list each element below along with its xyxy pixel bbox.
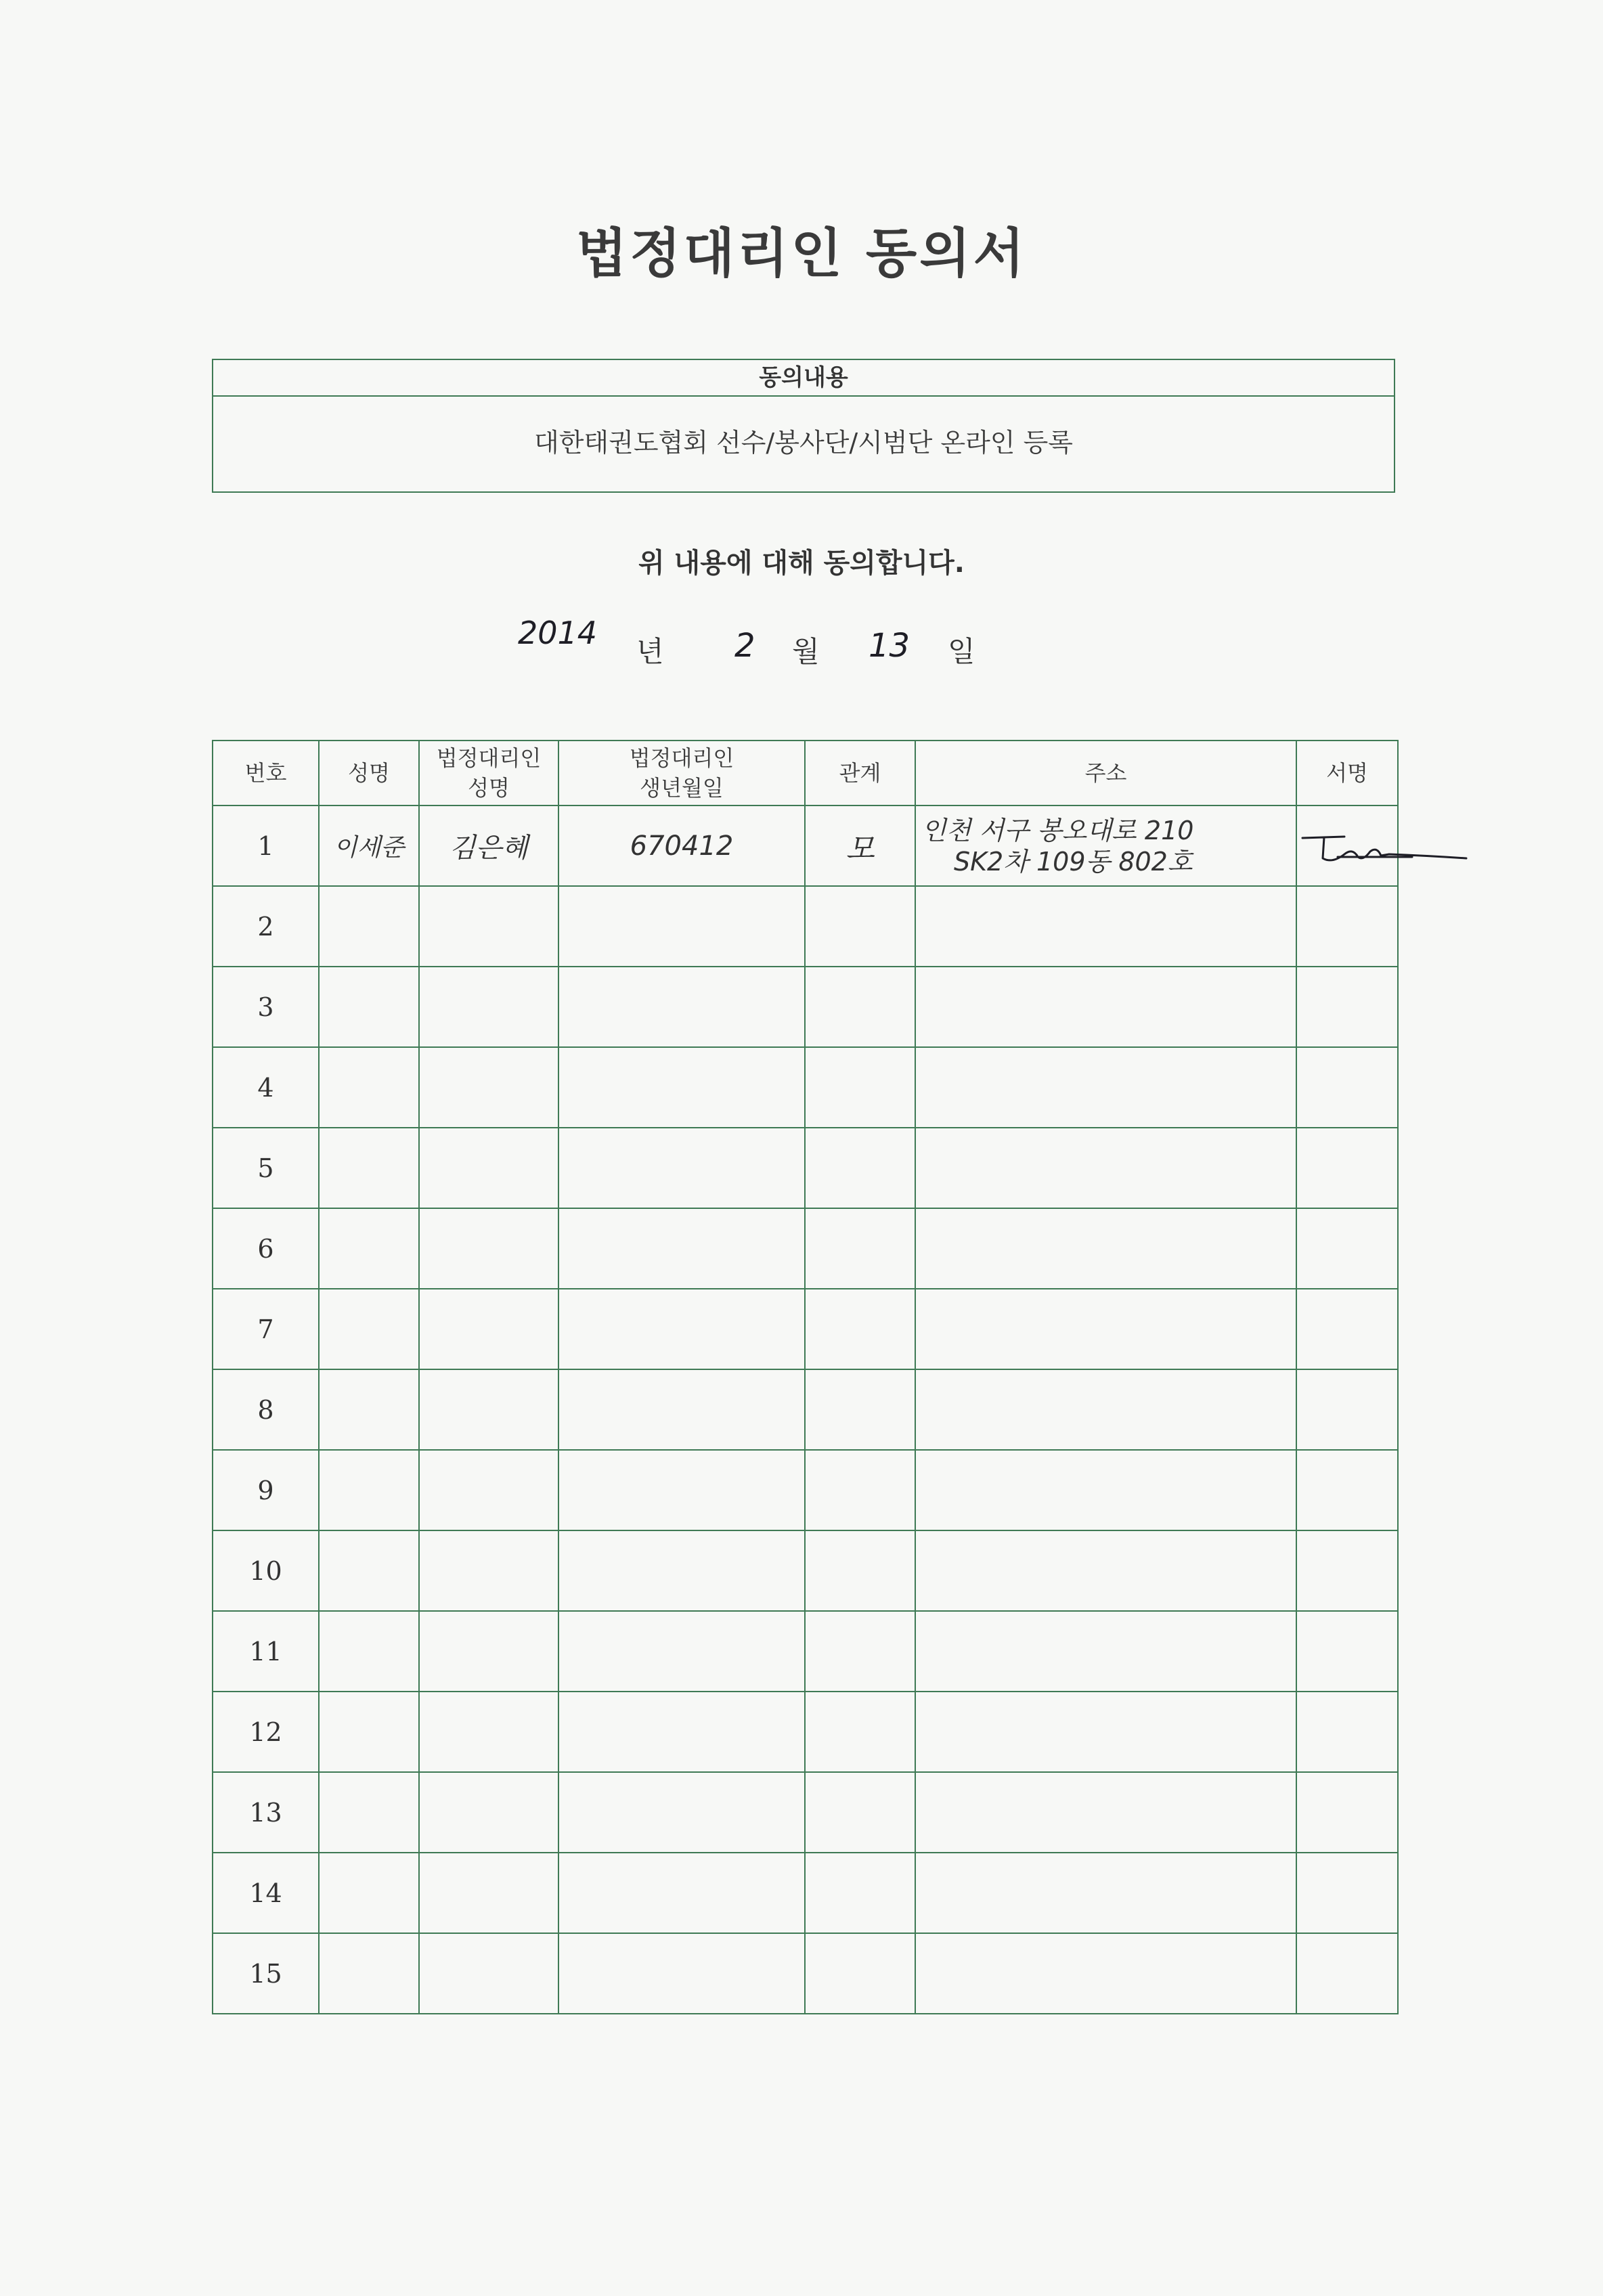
student-name: 이세준 [319, 805, 419, 886]
guardian-birthdate: 670412 [558, 805, 805, 886]
table-row [213, 805, 1398, 886]
handwritten-signature [1297, 819, 1399, 873]
address-line-2: SK2차 109동 802호 [954, 846, 1193, 877]
header-guardian-birth-line1: 법정대리인 [629, 745, 734, 771]
date-month-handwritten: 2 [734, 627, 755, 665]
row-number: 8 [213, 1369, 319, 1450]
header-no: 번호 [213, 741, 319, 805]
signature-cell [1296, 805, 1398, 886]
row-number: 6 [213, 1208, 319, 1289]
guardian-roster-table [212, 740, 1399, 2014]
date-year-label: 년 [636, 635, 664, 668]
row-number: 7 [213, 1289, 319, 1369]
agreement-statement: 위 내용에 대해 동의합니다. [638, 548, 965, 579]
consent-content: 대한태권도협회 선수/봉사단/시범단 온라인 등록 [533, 428, 1073, 458]
table-row [213, 1450, 1398, 1530]
header-name: 성명 [319, 741, 419, 805]
address [915, 805, 1296, 886]
table-row [213, 967, 1398, 1047]
date-day-handwritten: 13 [869, 627, 910, 665]
row-number: 11 [213, 1611, 319, 1692]
relation: 모 [805, 805, 915, 886]
table-row [213, 1047, 1398, 1128]
row-number: 5 [213, 1128, 319, 1208]
row-number: 9 [213, 1450, 319, 1530]
row-number: 2 [213, 886, 319, 967]
date-year-handwritten: 2014 [518, 615, 598, 651]
header-guardian-name [419, 741, 558, 805]
header-relation: 관계 [805, 741, 915, 805]
table-row [213, 1692, 1398, 1772]
header-guardian-name-line1: 법정대리인 [436, 745, 542, 771]
guardian-name: 김은혜 [419, 805, 558, 886]
address-line-1: 인천 서구 봉오대로 210 [921, 815, 1194, 845]
table-row [213, 1853, 1398, 1933]
table-row [213, 886, 1398, 967]
table-row [213, 1289, 1398, 1369]
row-number: 4 [213, 1047, 319, 1128]
row-number: 14 [213, 1853, 319, 1933]
header-address: 주소 [915, 741, 1296, 805]
table-row [213, 1208, 1398, 1289]
table-row [213, 1530, 1398, 1611]
row-number: 13 [213, 1772, 319, 1853]
row-number: 1 [213, 805, 319, 886]
table-row [213, 1933, 1398, 2014]
header-guardian-birth [558, 741, 805, 805]
row-number: 3 [213, 967, 319, 1047]
row-number: 10 [213, 1530, 319, 1611]
table-row [213, 1369, 1398, 1450]
row-number: 15 [213, 1933, 319, 2014]
table-row [213, 1128, 1398, 1208]
header-guardian-name-line2: 성명 [468, 775, 510, 801]
table-row [213, 1611, 1398, 1692]
date-month-label: 월 [792, 635, 820, 668]
consent-content-box [212, 359, 1395, 493]
date-day-label: 일 [948, 635, 975, 668]
table-header-row [213, 741, 1398, 805]
header-guardian-birth-line2: 생년월일 [640, 775, 724, 801]
document-title: 법정대리인 동의서 [576, 223, 1027, 284]
table-row [213, 1772, 1398, 1853]
row-number: 12 [213, 1692, 319, 1772]
consent-header: 동의내용 [213, 360, 1394, 397]
header-signature: 서명 [1296, 741, 1398, 805]
